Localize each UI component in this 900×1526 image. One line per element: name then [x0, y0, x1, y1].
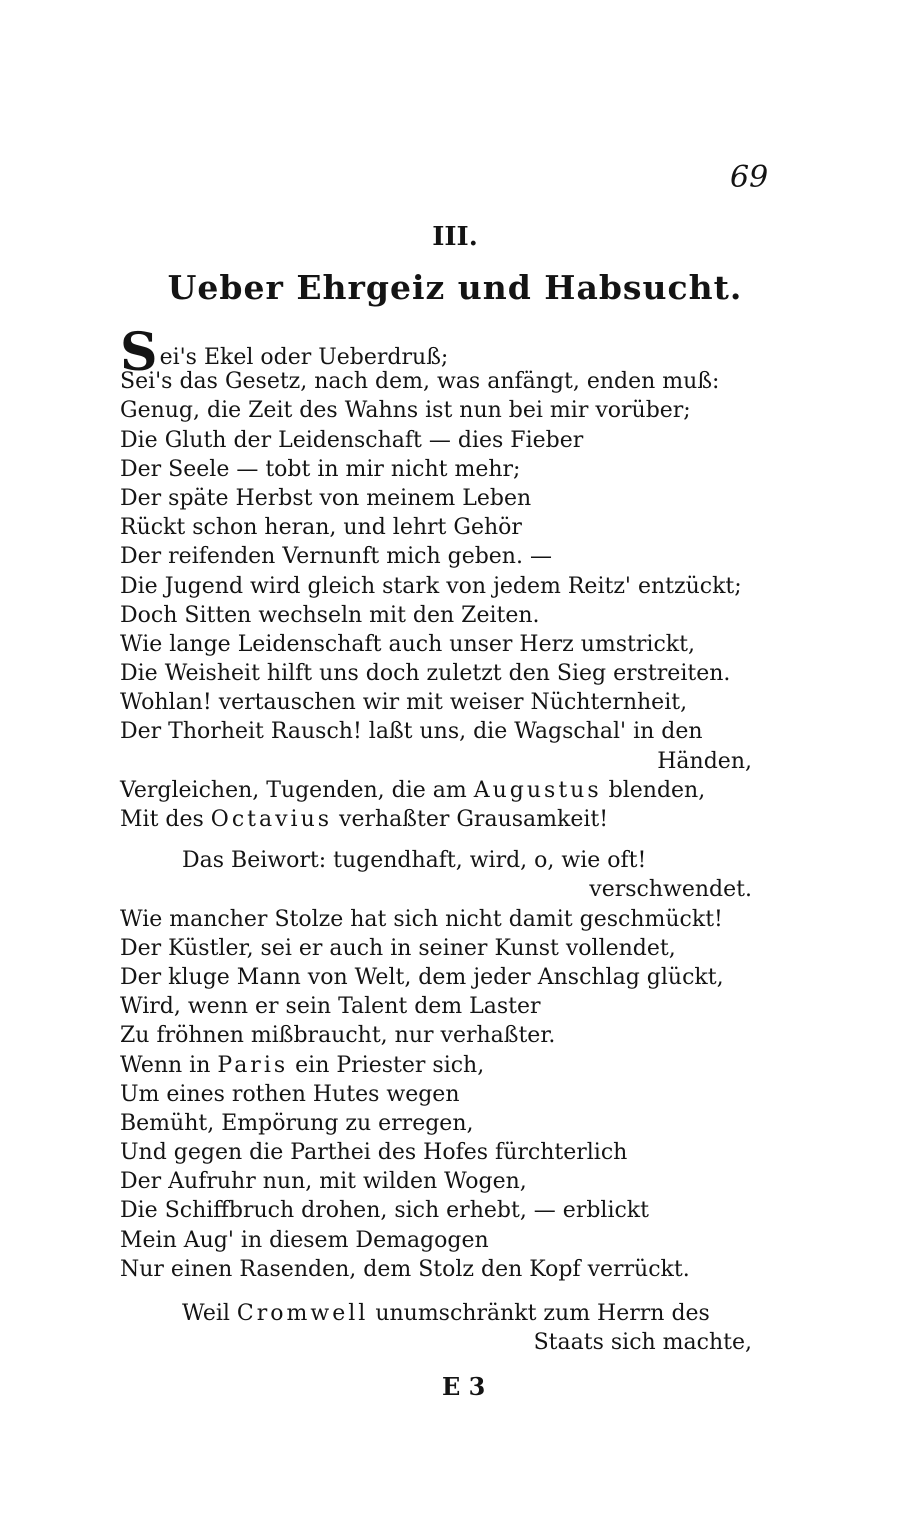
stanza-break: [120, 1284, 800, 1299]
poem-line: Wie lange Leidenschaft auch unser Herz umstrickt,: [120, 631, 695, 657]
emphasized-name: Octavius: [210, 807, 333, 832]
signature-mark: E 3: [442, 1372, 486, 1401]
emphasized-name: Augustus: [473, 777, 602, 803]
poem-line: Sei's Ekel oder Ueberdruß;: [120, 322, 449, 383]
poem-line: Wohlan! vertauschen wir mit weiser Nüchternheit,: [120, 690, 688, 716]
poem-line: Um eines rothen Hutes wegen: [120, 1081, 460, 1107]
poem-line-continuation: Staats sich machte,: [533, 1330, 752, 1356]
poem-line: Vergleichen, Tugenden, die am Augustus blenden,: [120, 777, 706, 803]
poem-line: Nur einen Rasenden, dem Stolz den Kopf verrückt.: [120, 1256, 690, 1282]
poem-line-continuation: Händen,: [657, 748, 752, 774]
poem-title: Ueber Ehrgeiz und Habsucht.: [167, 268, 743, 307]
poem-line: Und gegen die Parthei des Hofes fürchterlich: [120, 1140, 628, 1166]
poem-line: Zu fröhnen mißbraucht, nur verhaßter.: [120, 1023, 556, 1049]
poem-line: Wie mancher Stolze hat sich nicht damit geschmückt!: [120, 906, 723, 932]
emphasized-name: Cromwell: [236, 1301, 369, 1326]
poem-line: Der kluge Mann von Welt, dem jeder Anschlag glückt,: [120, 964, 724, 990]
poem-line: Sei's das Gesetz, nach dem, was anfängt, enden muß:: [120, 369, 720, 395]
poem-line: Der Seele — tobt in mir nicht mehr;: [120, 456, 521, 482]
poem-line-continuation: verschwendet.: [589, 877, 752, 903]
poem-line: Der Thorheit Rausch! laßt uns, die Wagschal' in den: [120, 719, 703, 745]
poem-body: [120, 322, 800, 1357]
page-number: 69: [730, 160, 769, 195]
poem-line: Die Jugend wird gleich stark von jedem Reitz' entzückt;: [120, 573, 742, 599]
poem-line: Mein Aug' in diesem Demagogen: [120, 1227, 489, 1253]
poem-line: Der Küstler, sei er auch in seiner Kunst vollendet,: [120, 935, 676, 961]
poem-line: Mit des Octavius verhaßter Grausamkeit!: [120, 807, 609, 832]
poem-line: Genug, die Zeit des Wahns ist nun bei mir vorüber;: [120, 398, 691, 424]
poem-line: Die Gluth der Leidenschaft — dies Fieber: [120, 427, 584, 453]
poem-line: Die Weisheit hilft uns doch zuletzt den Sieg erstreiten.: [120, 661, 731, 687]
section-number: III.: [432, 222, 478, 252]
poem-line: Rückt schon heran, und lehrt Gehör: [120, 515, 522, 541]
poem-line: Der späte Herbst von meinem Leben: [120, 485, 532, 511]
emphasized-name: Paris: [217, 1052, 289, 1078]
poem-line: Bemüht, Empörung zu erregen,: [120, 1110, 474, 1136]
drop-cap: S: [120, 322, 158, 383]
stanza-break: [120, 834, 800, 846]
poem-line: Die Schiffbruch drohen, sich erhebt, — erblickt: [120, 1198, 649, 1224]
poem-line: Wenn in Paris ein Priester sich,: [120, 1052, 485, 1078]
poem-line: Das Beiwort: tugendhaft, wird, o, wie oft!: [182, 848, 647, 874]
poem-line: Weil Cromwell unumschränkt zum Herrn des: [182, 1301, 710, 1326]
poem-line: Doch Sitten wechseln mit den Zeiten.: [120, 602, 540, 628]
poem-line: Der Aufruhr nun, mit wilden Wogen,: [120, 1169, 527, 1195]
poem-line: Wird, wenn er sein Talent dem Laster: [120, 994, 541, 1020]
poem-line: Der reifenden Vernunft mich geben. —: [120, 544, 552, 570]
